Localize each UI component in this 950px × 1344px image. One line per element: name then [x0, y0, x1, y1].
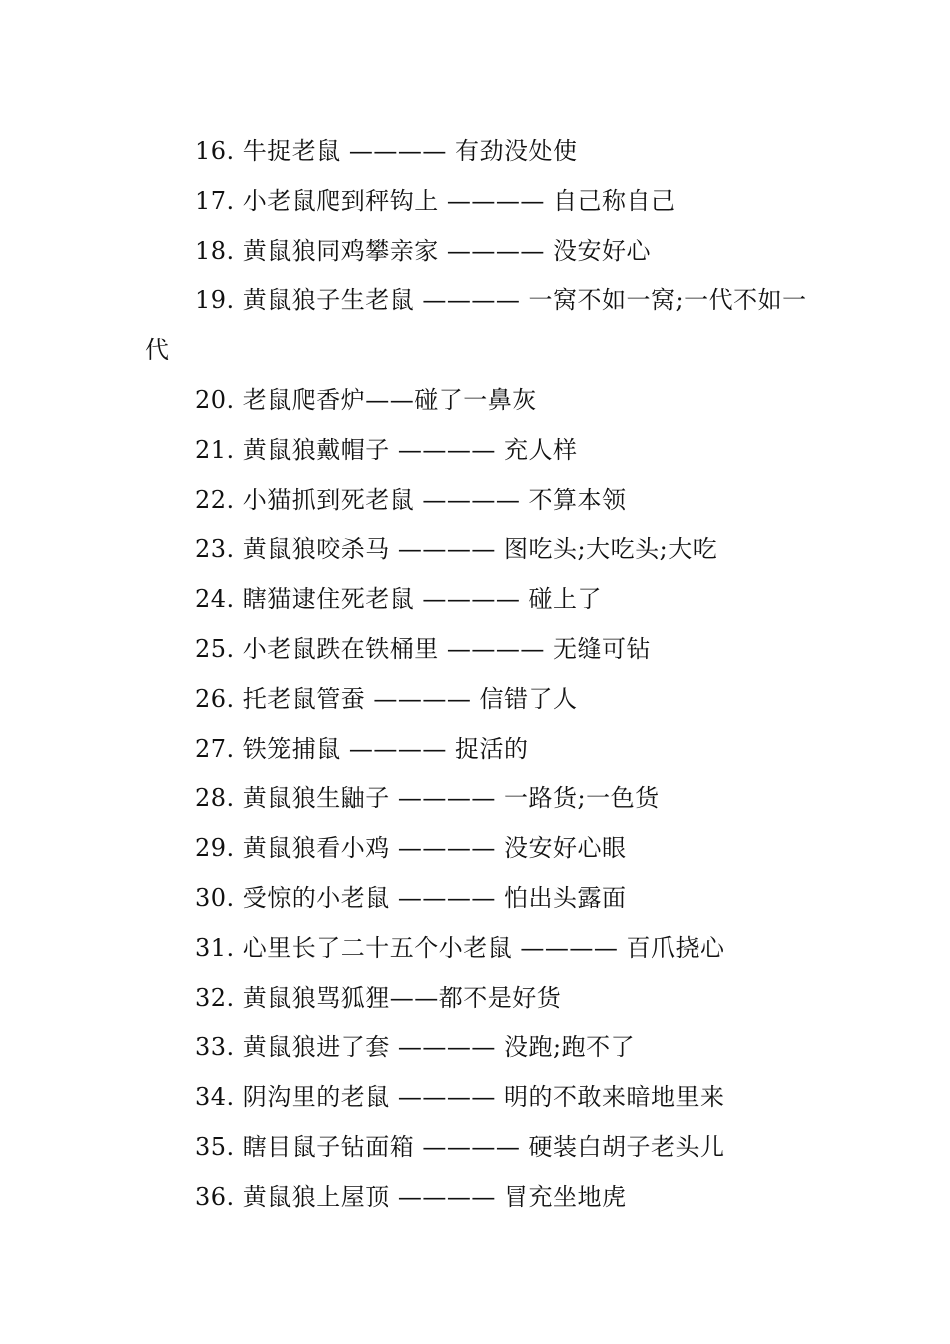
list-item: 17. 小老鼠爬到秤钩上 ———— 自己称自己 [195, 186, 676, 215]
list-item: 34. 阴沟里的老鼠 ———— 明的不敢来暗地里来 [195, 1083, 725, 1112]
list-item: 21. 黄鼠狼戴帽子 ———— 充人样 [195, 435, 578, 464]
list-item: 18. 黄鼠狼同鸡攀亲家 ———— 没安好心 [195, 236, 652, 265]
list-item: 19. 黄鼠狼子生老鼠 ———— 一窝不如一窝;一代不如一代 [145, 286, 807, 365]
entry-list [145, 127, 810, 1223]
list-item: 29. 黄鼠狼看小鸡 ———— 没安好心眼 [195, 834, 627, 863]
list-item: 20. 老鼠爬香炉——碰了一鼻灰 [195, 385, 537, 414]
list-item: 36. 黄鼠狼上屋顶 ———— 冒充坐地虎 [195, 1182, 627, 1211]
list-item: 24. 瞎猫逮住死老鼠 ———— 碰上了 [195, 585, 603, 614]
list-item: 33. 黄鼠狼进了套 ———— 没跑;跑不了 [195, 1033, 636, 1062]
list-item: 32. 黄鼠狼骂狐狸——都不是好货 [195, 983, 562, 1012]
list-item: 27. 铁笼捕鼠 ———— 捉活的 [195, 734, 529, 763]
list-item: 22. 小猫抓到死老鼠 ———— 不算本领 [195, 485, 627, 514]
list-item: 16. 牛捉老鼠 ———— 有劲没处使 [195, 137, 578, 165]
list-item: 28. 黄鼠狼生鼬子 ———— 一路货;一色货 [195, 784, 660, 813]
list-item: 25. 小老鼠跌在铁桶里 ———— 无缝可钻 [195, 634, 652, 663]
list-item: 30. 受惊的小老鼠 ———— 怕出头露面 [195, 883, 627, 912]
list-item: 26. 托老鼠管蚕 ———— 信错了人 [195, 684, 578, 713]
list-item: 23. 黄鼠狼咬杀马 ———— 图吃头;大吃头;大吃 [195, 535, 718, 564]
list-item: 35. 瞎目鼠子钻面箱 ———— 硬装白胡子老头儿 [195, 1132, 725, 1161]
list-item: 31. 心里长了二十五个小老鼠 ———— 百爪挠心 [195, 933, 725, 962]
